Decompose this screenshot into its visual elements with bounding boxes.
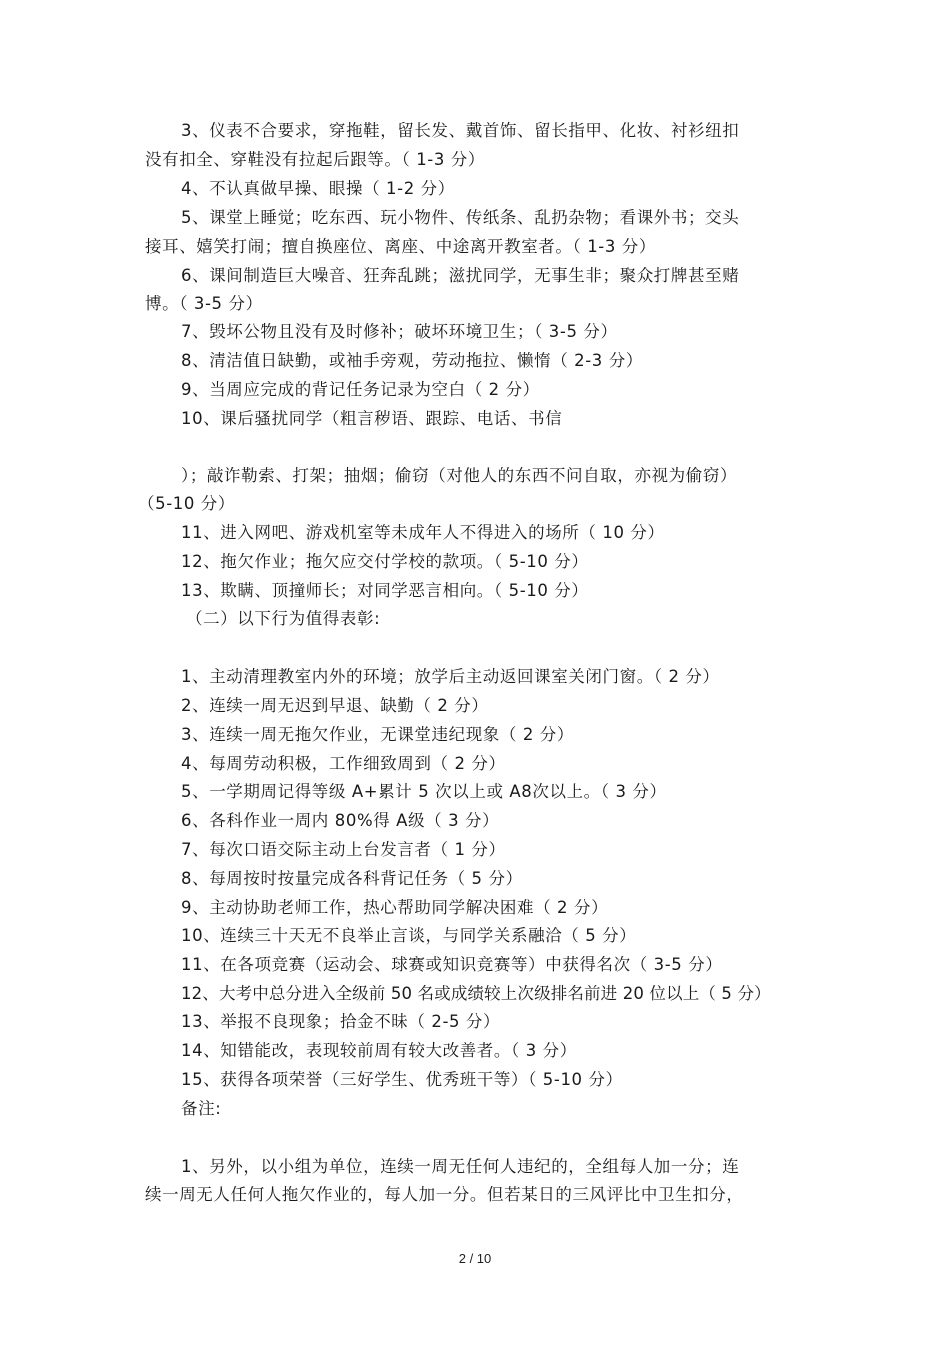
praise-item-5: 5、一学期周记得等级 A+累计 5 次以上或 A8次以上。（ 3 分）	[181, 782, 667, 801]
praise-item-7: 7、每次口语交际主动上台发言者（ 1 分）	[181, 840, 506, 859]
item-10-cont-line-2: （5-10 分）	[138, 494, 235, 513]
praise-item-9: 9、主动协助老师工作，热心帮助同学解决困难（ 2 分）	[181, 898, 609, 917]
praise-item-2: 2、连续一周无迟到早退、缺勤（ 2 分）	[181, 696, 489, 715]
praise-item-12: 12、大考中总分进入全级前 50 名或成绩较上次级排名前进 20 位以上（ 5 分）	[181, 984, 771, 1003]
praise-item-6: 6、各科作业一周内 80%得 A级（ 3 分）	[181, 811, 500, 830]
praise-item-13: 13、举报不良现象；拾金不昧（ 2-5 分）	[181, 1012, 501, 1031]
item-8-line: 8、清洁值日缺勤，或袖手旁观，劳动拖拉、懒惰（ 2-3 分）	[181, 351, 643, 370]
praise-item-14: 14、知错能改，表现较前周有较大改善者。（ 3 分）	[181, 1041, 577, 1060]
item-4-line: 4、不认真做早操、眼操（ 1-2 分）	[181, 179, 455, 198]
item-3-line-1: 3、仪表不合要求，穿拖鞋，留长发、戴首饰、留长指甲、化妆、衬衫纽扣	[181, 121, 740, 140]
item-7-line: 7、毁坏公物且没有及时修补；破坏环境卫生；（ 3-5 分）	[181, 322, 618, 341]
section-two-heading: （二）以下行为值得表彰:	[186, 609, 381, 628]
praise-item-15: 15、获得各项荣誉（三好学生、优秀班干等）（ 5-10 分）	[181, 1070, 623, 1089]
item-10-line: 10、课后骚扰同学（粗言秽语、跟踪、电话、书信	[181, 409, 563, 428]
item-10-cont-line-1: ）；敲诈勒索、打架；抽烟；偷窃（对他人的东西不问自取，亦视为偷窃）	[181, 466, 738, 485]
item-5-line-1: 5、课堂上睡觉；吃东西、玩小物件、传纸条、乱扔杂物；看课外书；交头	[181, 208, 740, 227]
remarks-line-1: 1、另外，以小组为单位，连续一周无任何人违纪的，全组每人加一分；连	[181, 1157, 740, 1176]
praise-item-11: 11、在各项竞赛（运动会、球赛或知识竞赛等）中获得名次（ 3-5 分）	[181, 955, 723, 974]
item-12-line: 12、拖欠作业；拖欠应交付学校的款项。（ 5-10 分）	[181, 552, 589, 571]
praise-item-3: 3、连续一周无拖欠作业，无课堂违纪现象（ 2 分）	[181, 725, 574, 744]
remarks-line-2: 续一周无人任何人拖欠作业的，每人加一分。但若某日的三风评比中卫生扣分，	[145, 1185, 744, 1204]
item-6-line-1: 6、课间制造巨大噪音、狂奔乱跳；滋扰同学，无事生非；聚众打牌甚至赌	[181, 266, 740, 285]
page-number: 2 / 10	[458, 1251, 492, 1266]
item-13-line: 13、欺瞒、顶撞师长；对同学恶言相向。（ 5-10 分）	[181, 581, 589, 600]
praise-item-8: 8、每周按时按量完成各科背记任务（ 5 分）	[181, 869, 523, 888]
item-11-line: 11、进入网吧、游戏机室等未成年人不得进入的场所（ 10 分）	[181, 523, 665, 542]
praise-item-1: 1、主动清理教室内外的环境；放学后主动返回课室关闭门窗。（ 2 分）	[181, 667, 720, 686]
remarks-heading: 备注:	[181, 1099, 222, 1118]
praise-item-4: 4、每周劳动积极，工作细致周到（ 2 分）	[181, 754, 506, 773]
item-3-line-2: 没有扣全、穿鞋没有拉起后跟等。（ 1-3 分）	[145, 150, 485, 169]
item-5-line-2: 接耳、嬉笑打闹；擅自换座位、离座、中途离开教室者。（ 1-3 分）	[145, 237, 656, 256]
praise-item-10: 10、连续三十天无不良举止言谈，与同学关系融洽（ 5 分）	[181, 926, 637, 945]
item-6-line-2: 博。（ 3-5 分）	[145, 294, 263, 313]
item-9-line: 9、当周应完成的背记任务记录为空白（ 2 分）	[181, 380, 540, 399]
